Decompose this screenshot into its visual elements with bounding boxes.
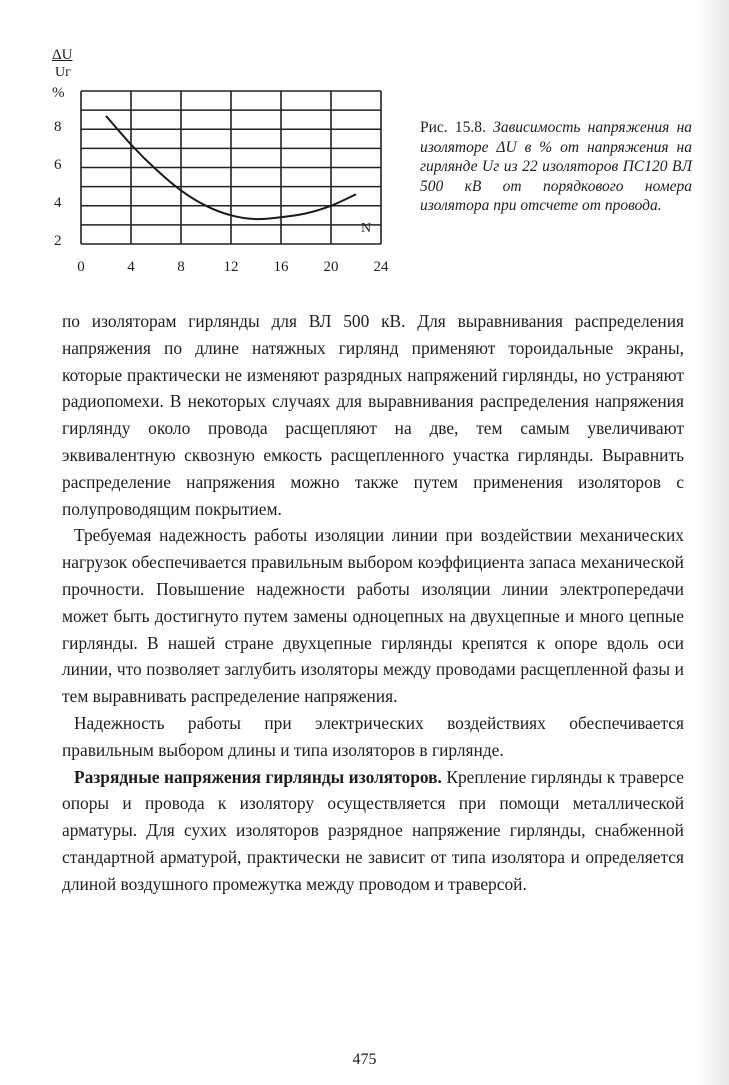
paragraph: Требуемая надежность работы изоляции линии при воздействии механических нагрузок обеспечивается правильным выбором коэффициента запаса механической прочности. Повышение надежности работы изоляции линии электропередачи может быть достигнуто путем замены одноцепных на двухцепные и много цепные гирлянды. В нашей стране двухцепные гирлянды крепятся к опоре вдоль оси линии, что позволяет заглубить изоляторы между проводами расщепленной фазы и тем выравнивать распределение напряжения. xyxy=(62,525,684,707)
x-tick-label: 20 xyxy=(323,259,339,275)
paragraph: по изоляторам гирлянды для ВЛ 500 кВ. Для выравнивания распределения напряжения по длине натяжных гирлянд применяют тороидальные экраны, которые практически не изменяют разрядных напряжений гирлянды, но устраняют радиопомехи. В некоторых случаях для выравнивания распределения напряжения гирлянду около провода расщепляют на две, тем самым увеличивают эквивалентную сквозную емкость расщепленного участка гирлянды. Выравнить распределение напряжения можно также путем применения изоляторов с полупроводящим покрытием. xyxy=(62,311,684,519)
x-tick-label: 0 xyxy=(77,259,85,275)
x-tick-label: 12 xyxy=(223,259,239,275)
y-tick-label: 8 xyxy=(54,119,62,135)
paragraph: Надежность работы при электрических воздействиях обеспечивается правильным выбором длины и типа изоляторов в гирлянде. xyxy=(62,712,684,760)
body-text xyxy=(62,308,684,898)
caption-text: Зависимость напряжения на изоляторе ΔU в % от напряжения на гирлянде Uг из 22 изоляторов ПС120 ВЛ 500 кВ от порядкового номера изолятора при отсчете от провода. xyxy=(420,119,693,214)
figure-15-8 xyxy=(0,40,729,290)
y-tick-label: 2 xyxy=(54,233,62,249)
x-tick-label: 16 xyxy=(273,259,289,275)
x-tick-label: 4 xyxy=(127,259,135,275)
y-tick-label: 4 xyxy=(54,195,62,211)
y-axis-unit: % xyxy=(52,85,65,101)
page-number: 475 xyxy=(352,1051,377,1068)
section-heading-inline: Разрядные напряжения гирлянды изоляторов. xyxy=(74,766,442,787)
x-tick-label: 24 xyxy=(373,259,389,275)
paragraph xyxy=(62,764,684,898)
x-tick-label: 8 xyxy=(177,259,185,275)
y-tick-label: 6 xyxy=(54,157,62,173)
y-axis-label-ug: Uг xyxy=(55,65,71,80)
caption-number: Рис. 15.8. xyxy=(420,119,486,136)
figure-caption xyxy=(420,118,692,216)
y-axis-label-delta-u: ΔU xyxy=(52,47,73,63)
chart xyxy=(0,40,400,290)
paragraph-text: Крепление гирлянды к траверсе опоры и провода к изолятору осуществляется при помощи металлической арматуры. Для сухих изоляторов разрядное напряжение гирлянды, снабженной стандартной арматурой, практически не зависит от типа изолятора и определяется длиной воздушного промежутка между проводом и траверсой. xyxy=(62,766,684,894)
x-axis-label: N xyxy=(361,221,372,236)
